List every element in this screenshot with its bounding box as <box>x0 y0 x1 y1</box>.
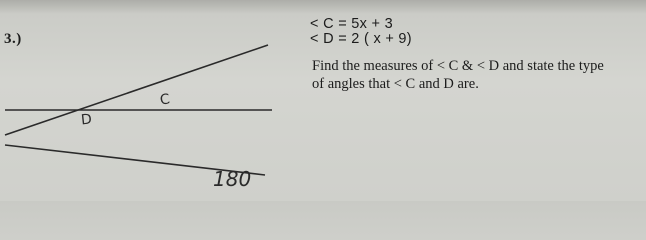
handwritten-note: 180 <box>213 167 252 191</box>
equation-angle-d: < D = 2 ( x + 9) <box>310 31 412 47</box>
problem-number: 3.) <box>4 31 22 47</box>
equation-angle-c: < C = 5x + 3 <box>310 16 393 32</box>
instructions-line-2: of angles that < C and D are. <box>312 76 479 92</box>
angle-label-c: C <box>158 91 171 109</box>
transversal-line-upper <box>5 45 268 135</box>
instructions-line-1: Find the measures of < C & < D and state the type <box>312 58 604 74</box>
angle-label-d: D <box>80 111 93 129</box>
